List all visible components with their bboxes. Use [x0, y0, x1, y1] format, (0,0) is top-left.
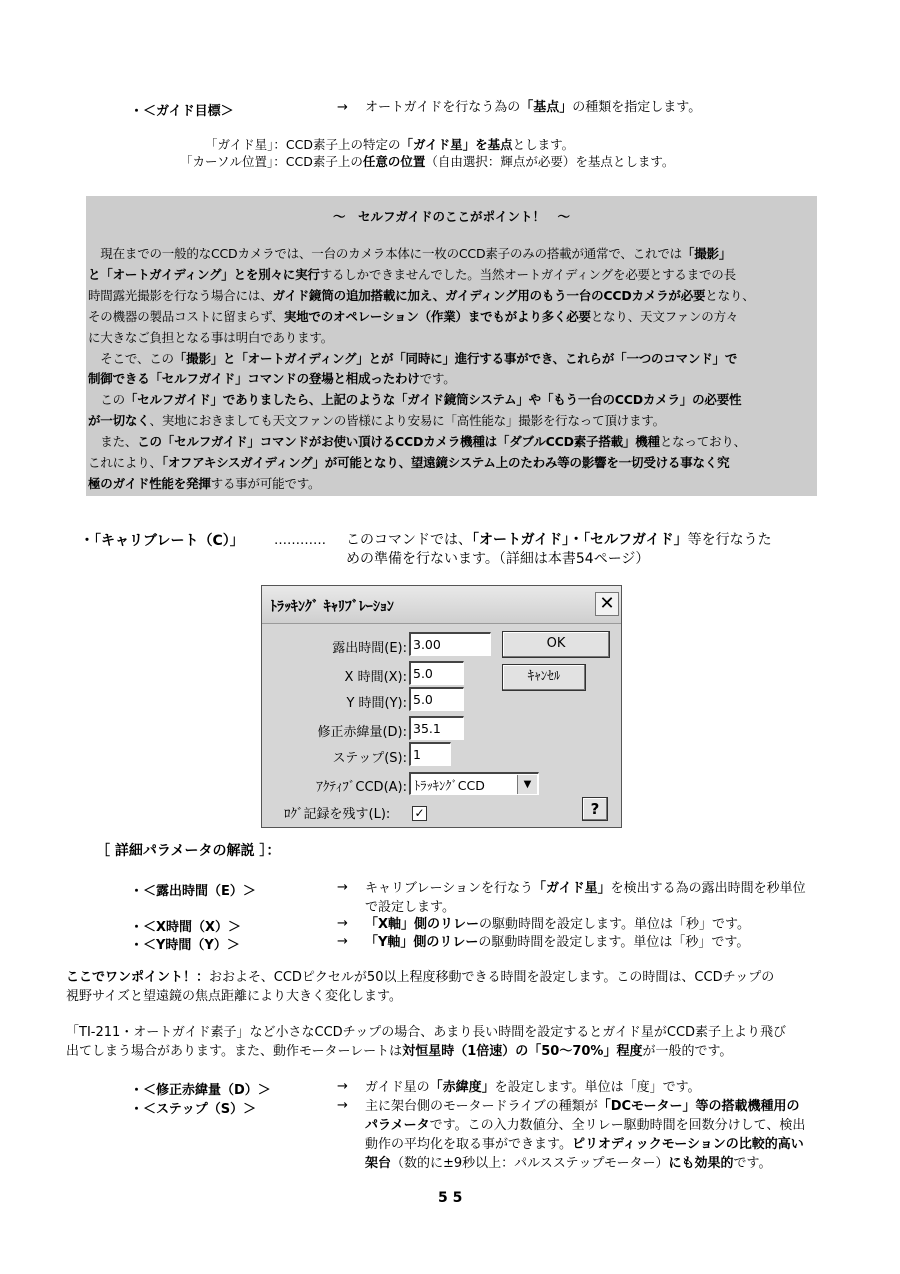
params-heading: ［ 詳細パラメータの解説 ］：	[96, 843, 281, 859]
param-arrow: →	[337, 934, 348, 949]
point-box-line	[88, 390, 818, 411]
text-run: 「赤緯度」	[429, 1080, 495, 1095]
text-run: パラメータ	[365, 1118, 430, 1133]
text-run: 「ガイド星」	[532, 881, 611, 896]
active-ccd-select[interactable]	[409, 772, 539, 795]
text-run: 、実地におきましても天文ファンの皆様により安易に「高性能な」撮影を行なって頂けます。	[149, 413, 665, 429]
point-box-line	[88, 432, 818, 453]
param-desc-line	[365, 1116, 835, 1135]
param-desc	[365, 1097, 835, 1173]
text-run: 時間露光撮影を行なう場合には、	[88, 287, 273, 303]
text-run: を設定します。単位は「度」です。	[494, 1080, 701, 1095]
param-desc-line	[365, 915, 835, 934]
point-box-line	[88, 286, 818, 307]
text-run: 「撮影」	[681, 246, 732, 261]
text-run: の駆動時間を設定します。単位は「秒」です。	[479, 917, 750, 932]
point-box-line	[88, 453, 818, 474]
point-box-line	[88, 369, 818, 390]
text-run: おおよそ、CCDピクセルが50以上程度移動できる時間を設定します。この時間は、CCDチップの	[209, 970, 775, 985]
param-desc-line	[365, 1154, 835, 1173]
ti211-note	[66, 1023, 896, 1061]
param-desc-line	[365, 1097, 835, 1116]
param-term: ・＜露出時間（E）＞	[130, 884, 256, 899]
guide-option-cursor: 「カーソル位置」：CCD素子上の任意の位置（自由選択：輝点が必要）を基点とします。	[180, 154, 675, 169]
text-run: 「TI-211・オートガイド素子」など小さなCCDチップの場合、あまり長い時間を設定するとガイド星がCCD素子上より飛び	[66, 1025, 787, 1040]
guide-target-desc: オートガイドを行なう為の「基点」の種類を指定します。	[365, 100, 702, 115]
text-run: 架台	[365, 1156, 392, 1171]
point-box-line	[88, 307, 818, 328]
text-run: が一般的です。	[642, 1044, 733, 1059]
text-run: 現在までの一般的なCCDカメラでは、一台のカメラ本体に一枚のCCD素子のみの搭載が通常で、これでは	[88, 246, 682, 261]
param-term: ・＜ステップ（S）＞	[130, 1102, 257, 1117]
param-desc	[365, 1078, 835, 1097]
text-run: この「セルフガイド」コマンドがお使い頂けるCCDカメラ機種は「ダブルCCD素子搭載」機種	[137, 434, 660, 450]
text-run: する事が可能です。	[210, 475, 321, 491]
text-run: となり、	[705, 287, 755, 303]
param-desc-line	[365, 879, 835, 898]
guide-target-arrow: →	[337, 100, 348, 115]
log-checkbox[interactable]: ✓	[412, 806, 427, 821]
text-run: 「Y軸」側のリレー	[365, 935, 479, 950]
text-run: （数的に±9秒以上：パルスステップモーター）	[391, 1156, 669, 1171]
point-box-line	[88, 411, 818, 432]
param-desc-line	[365, 1078, 835, 1097]
cancel-button[interactable]: ｷｬﾝｾﾙ	[502, 664, 586, 691]
dialog-titlebar	[262, 586, 621, 624]
guide-target-term: ・＜ガイド目標＞	[130, 104, 234, 119]
text-run: 「セルフガイド」でありましたら、上記のような「ガイド鏡筒システム」や「もう一台のCCDカメラ」の必要性	[124, 392, 742, 408]
text-run: 「撮影」と「オートガイディング」とが「同時に」進行する事ができ、これらが「一つのコマンド」で	[173, 350, 738, 366]
exposure-input[interactable]: 3.00	[409, 632, 491, 656]
text-run: 制御できる「セルフガイド」コマンドの登場と相成ったわけ	[88, 371, 420, 387]
text-run: 極のガイド性能を発揮	[88, 475, 211, 491]
x-time-label: X 時間(X):	[344, 670, 407, 685]
param-desc-line	[365, 1135, 835, 1154]
text-run: 「オフアキシスガイディング」が可能となり、望遠鏡システム上のたわみ等の影響を一切受ける事なく究	[161, 455, 730, 471]
y-time-label: Y 時間(Y):	[346, 696, 407, 711]
param-arrow: →	[337, 1079, 348, 1094]
note-line	[66, 1042, 896, 1061]
note-line	[66, 987, 886, 1006]
text-run: ここでワンポイント！：	[66, 970, 210, 985]
param-desc	[365, 915, 835, 934]
help-icon[interactable]: ?	[582, 797, 608, 821]
param-arrow: →	[337, 880, 348, 895]
active-ccd-label: ｱｸﾃｨﾌﾞCCD(A):	[316, 780, 407, 795]
text-run: です。	[733, 1156, 772, 1171]
note-line	[66, 968, 886, 987]
step-label: ステップ(S):	[332, 751, 407, 766]
guide-option-star: 「ガイド星」：CCD素子上の特定の「ガイド星」を基点とします。	[205, 137, 575, 152]
text-run: 動作の平均化を取る事ができます。	[365, 1137, 572, 1152]
text-run: 対恒星時（1倍速）の「50～70%」程度	[402, 1044, 643, 1059]
point-box-line	[88, 244, 818, 265]
text-run: にも効果的	[668, 1156, 734, 1171]
close-icon[interactable]: ✕	[595, 592, 619, 616]
text-run: 「X軸」側のリレー	[365, 917, 480, 932]
param-term: ・＜修正赤緯量（D）＞	[130, 1083, 271, 1098]
point-box-title: ～ セルフガイドのここがポイント！ ～	[332, 209, 570, 224]
step-input[interactable]: 1	[409, 742, 451, 766]
text-run: を検出する為の露出時間を秒単位	[610, 881, 806, 896]
text-run: その機器の製品コストに留まらず、	[88, 308, 284, 324]
text-run: 視野サイズと望遠鏡の焦点距離により大きく変化します。	[66, 989, 402, 1004]
text-run: するしかできませんでした。当然オートガイディングを必要とするまでの長	[319, 266, 736, 282]
text-run: 「DCモーター」等の搭載機種用の	[597, 1099, 800, 1114]
chevron-down-icon[interactable]: ▼	[517, 775, 537, 794]
text-run: となり、天文ファンの方々	[590, 308, 739, 324]
calibrate-dots: …………	[274, 533, 326, 548]
declination-input[interactable]: 35.1	[409, 716, 464, 740]
text-run: ガイド星の	[365, 1080, 430, 1095]
point-box-line	[88, 349, 818, 370]
text-run: に大きなご負担となる事は明白であります。	[88, 329, 334, 345]
text-run: 出てしまう場合があります。また、動作モーターレートは	[66, 1044, 403, 1059]
calibrate-term: ・「キャリブレート（C）」	[80, 533, 244, 549]
param-term: ・＜Y時間（Y）＞	[130, 938, 240, 953]
calibrate-desc-line2: めの準備を行ないます。（詳細は本書54ページ）	[346, 551, 650, 567]
text-run: と「オートガイディング」とを別々に実行	[88, 266, 320, 282]
point-box-line	[88, 265, 818, 286]
text-run: です。	[419, 371, 456, 387]
calibrate-desc-line1: このコマンドでは、「オートガイド」・「セルフガイド」等を行なうた	[346, 532, 772, 548]
x-time-input[interactable]: 5.0	[409, 661, 464, 685]
point-box-line	[88, 474, 818, 495]
param-arrow: →	[337, 1098, 348, 1113]
text-run: キャリブレーションを行なう	[365, 881, 533, 896]
note-line	[66, 1023, 896, 1042]
text-run: で設定します。	[365, 900, 455, 915]
text-run: です。この入力数値分、全リレー駆動時間を回数分けして、検出	[429, 1118, 806, 1133]
text-run: そこで、この	[88, 350, 174, 366]
dialog-title: ﾄﾗｯｷﾝｸﾞ ｷｬﾘﾌﾞﾚｰｼｮﾝ	[270, 599, 394, 615]
text-run: ガイド鏡筒の追加搭載に加え、ガイディング用のもう一台のCCDカメラが必要	[272, 287, 706, 303]
point-box-line	[88, 328, 818, 349]
text-run: が一切なく	[88, 413, 150, 429]
point-box-body	[88, 244, 818, 495]
active-ccd-value: ﾄﾗｯｷﾝｸﾞCCD	[414, 778, 485, 793]
param-term: ・＜X時間（X）＞	[130, 920, 242, 935]
text-run: これにより、	[88, 455, 162, 471]
param-desc	[365, 879, 835, 917]
ok-button[interactable]: OK	[502, 631, 610, 658]
text-run: この	[88, 392, 125, 408]
text-run: 主に架台側のモータードライブの種類が	[365, 1099, 598, 1114]
y-time-input[interactable]: 5.0	[409, 687, 464, 711]
exposure-label: 露出時間(E):	[332, 641, 407, 656]
declination-label: 修正赤緯量(D):	[317, 725, 407, 740]
tracking-calibration-dialog	[261, 585, 622, 828]
text-run: となっており、	[659, 434, 746, 450]
self-guide-point-box	[86, 196, 817, 496]
one-point-note	[66, 968, 886, 1006]
log-label: ﾛｸﾞ記録を残す(L):	[284, 807, 391, 822]
param-desc	[365, 933, 835, 952]
text-run: の駆動時間を設定します。単位は「秒」です。	[478, 935, 750, 950]
text-run: また、	[88, 434, 138, 450]
text-run: ピリオディックモーションの比較的高い	[571, 1137, 804, 1152]
param-arrow: →	[337, 916, 348, 931]
param-desc-line	[365, 933, 835, 952]
page-number: 5 5	[438, 1190, 463, 1206]
text-run: 実地でのオペレーション（作業）までもがより多く必要	[283, 308, 591, 324]
